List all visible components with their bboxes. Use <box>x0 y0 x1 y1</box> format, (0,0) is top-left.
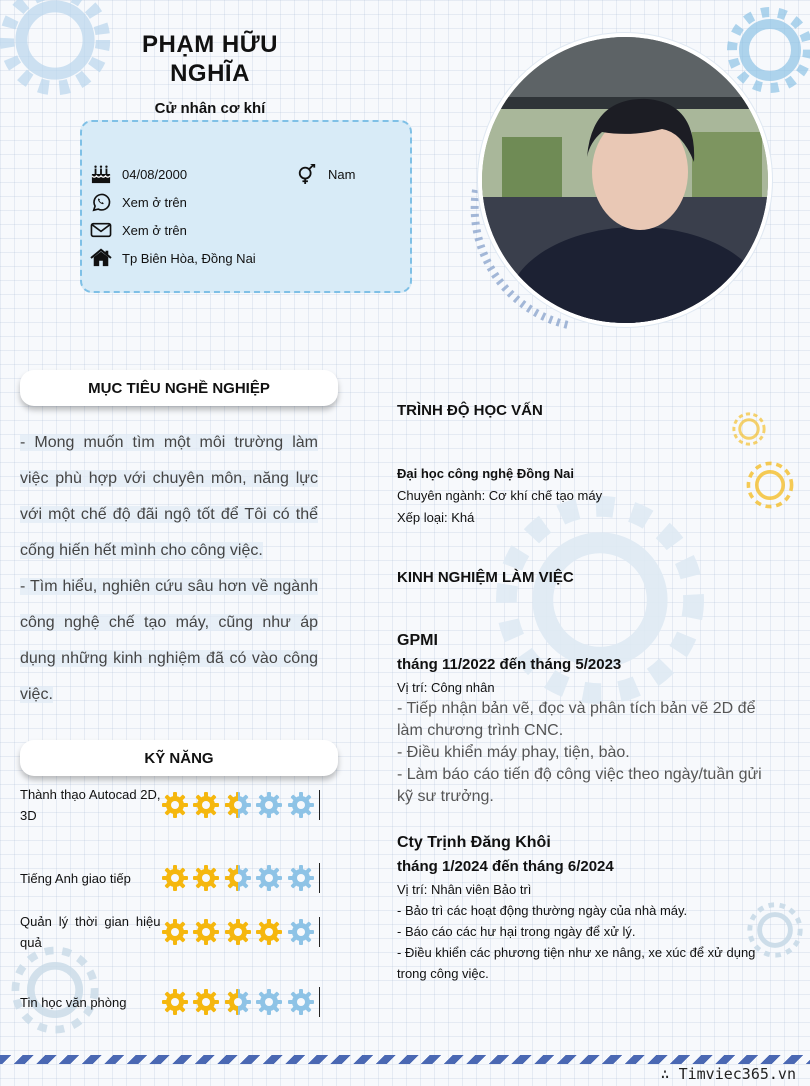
skill-rating <box>161 790 321 820</box>
name-line2: NGHĨA <box>170 60 250 87</box>
skill-row <box>20 912 320 952</box>
education-major: Chuyên ngành: Cơ khí chế tạo máy <box>397 488 603 503</box>
skill-gear-icon <box>161 988 189 1016</box>
phone-row <box>90 192 187 212</box>
address-row <box>90 248 256 268</box>
candidate-title: Cử nhân cơ khí <box>154 100 266 117</box>
skill-rating <box>161 863 321 893</box>
job-2-company: Cty Trịnh Đăng Khôi <box>397 834 551 851</box>
skill-rating <box>161 987 321 1017</box>
skill-gear-icon <box>192 918 220 946</box>
skill-gear-icon <box>224 791 252 819</box>
home-icon <box>90 248 112 268</box>
job-1-duty-2: - Điều khiển máy phay, tiện, bào. <box>397 744 630 761</box>
footer-stripe <box>0 1055 810 1064</box>
skill-gear-icon <box>224 988 252 1016</box>
profile-photo <box>482 37 768 323</box>
job-1-duties <box>397 698 767 808</box>
skill-gear-icon <box>161 918 189 946</box>
skill-gear-icon <box>161 864 189 892</box>
job-1-position: Vị trí: Công nhân <box>397 680 495 695</box>
job-1-company: GPMI <box>397 632 438 649</box>
job-2-position: Vị trí: Nhân viên Bảo trì <box>397 882 532 897</box>
skill-gear-icon <box>224 918 252 946</box>
education-grade: Xếp loại: Khá <box>397 510 475 525</box>
skill-gear-icon <box>161 791 189 819</box>
education-school: Đại học công nghệ Đồng Nai <box>397 466 574 481</box>
skills-heading: KỸ NĂNG <box>20 740 338 776</box>
skill-name: Quản lý thời gian hiệu quả <box>20 914 161 950</box>
education-heading: TRÌNH ĐỘ HỌC VẤN <box>397 402 543 419</box>
envelope-icon <box>90 220 112 240</box>
skill-name: Thành thạo Autocad 2D, 3D <box>20 787 161 823</box>
email-text: Xem ở trên <box>122 222 187 238</box>
profile-photo-illustration <box>482 37 768 323</box>
skill-gear-icon <box>287 918 315 946</box>
email-row <box>90 220 187 240</box>
contact-info-box <box>80 120 412 293</box>
name-line1: PHẠM HỮU <box>142 31 278 58</box>
job-2-duty-2: - Báo cáo các hư hại trong ngày để xử lý. <box>397 924 636 939</box>
phone-text: Xem ở trên <box>122 194 187 210</box>
objective-heading: MỤC TIÊU NGHỀ NGHIỆP <box>20 370 338 406</box>
candidate-name <box>110 30 310 88</box>
skill-gear-icon <box>192 864 220 892</box>
job-1-period: tháng 11/2022 đến tháng 5/2023 <box>397 656 622 673</box>
job-2-duties <box>397 900 767 984</box>
gender-row <box>296 164 355 184</box>
skill-gear-icon <box>255 791 283 819</box>
gear-decoration-top-right-icon <box>720 0 810 100</box>
whatsapp-phone-icon <box>90 192 112 212</box>
skill-name: Tin học văn phòng <box>20 994 127 1010</box>
job-1-duty-3: - Làm báo cáo tiến độ công việc theo ngày/tuần gửi kỹ sư trưởng. <box>397 766 762 805</box>
gender-icon <box>296 164 318 184</box>
gear-decoration-center-icon <box>470 470 730 730</box>
skill-gear-icon <box>192 791 220 819</box>
birthday-row <box>90 164 187 184</box>
skill-gear-icon <box>287 864 315 892</box>
job-2-duty-3: - Điều khiển các phương tiện như xe nâng, xe xúc để xử dụng trong công việc. <box>397 945 756 981</box>
gear-decoration-right-small-icon <box>728 408 770 450</box>
skill-rating <box>161 917 321 947</box>
job-2-period: tháng 1/2024 đến tháng 6/2024 <box>397 858 614 875</box>
skill-gear-icon <box>255 864 283 892</box>
skill-gear-icon <box>255 918 283 946</box>
skill-gear-icon <box>287 988 315 1016</box>
experience-heading: KINH NGHIỆM LÀM VIỆC <box>397 569 574 586</box>
birthday-text: 04/08/2000 <box>122 166 188 182</box>
footer-brand: ∴ Timviec365.vn <box>660 1065 796 1083</box>
job-2-duty-1: - Bảo trì các hoạt động thường ngày của nhà máy. <box>397 903 688 918</box>
objective-paragraph-2: - Tìm hiểu, nghiên cứu sâu hơn về ngành công nghệ chế tạo máy, cũng như áp dụng những kinh nghiệm đã có vào công việc. <box>20 578 318 703</box>
objective-text <box>20 425 318 713</box>
gear-decoration-right-icon <box>740 455 800 515</box>
skill-row <box>20 982 320 1022</box>
job-1-duty-1: - Tiếp nhận bản vẽ, đọc và phân tích bản vẽ 2D để làm chương trình CNC. <box>397 700 756 739</box>
skill-name: Tiếng Anh giao tiếp <box>20 870 131 886</box>
skill-gear-icon <box>255 988 283 1016</box>
address-text: Tp Biên Hòa, Đồng Nai <box>122 250 256 266</box>
skill-gear-icon <box>192 988 220 1016</box>
skill-row <box>20 858 320 898</box>
skill-row <box>20 785 320 825</box>
skill-gear-icon <box>224 864 252 892</box>
gender-text: Nam <box>328 166 356 182</box>
birthday-cake-icon <box>90 164 112 184</box>
objective-paragraph-1: - Mong muốn tìm một môi trường làm việc phù hợp với chuyên môn, năng lực với một chế độ đãi ngộ tốt để Tôi có thể cống hiến hết mình cho công việc. <box>20 434 318 559</box>
skill-gear-icon <box>287 791 315 819</box>
